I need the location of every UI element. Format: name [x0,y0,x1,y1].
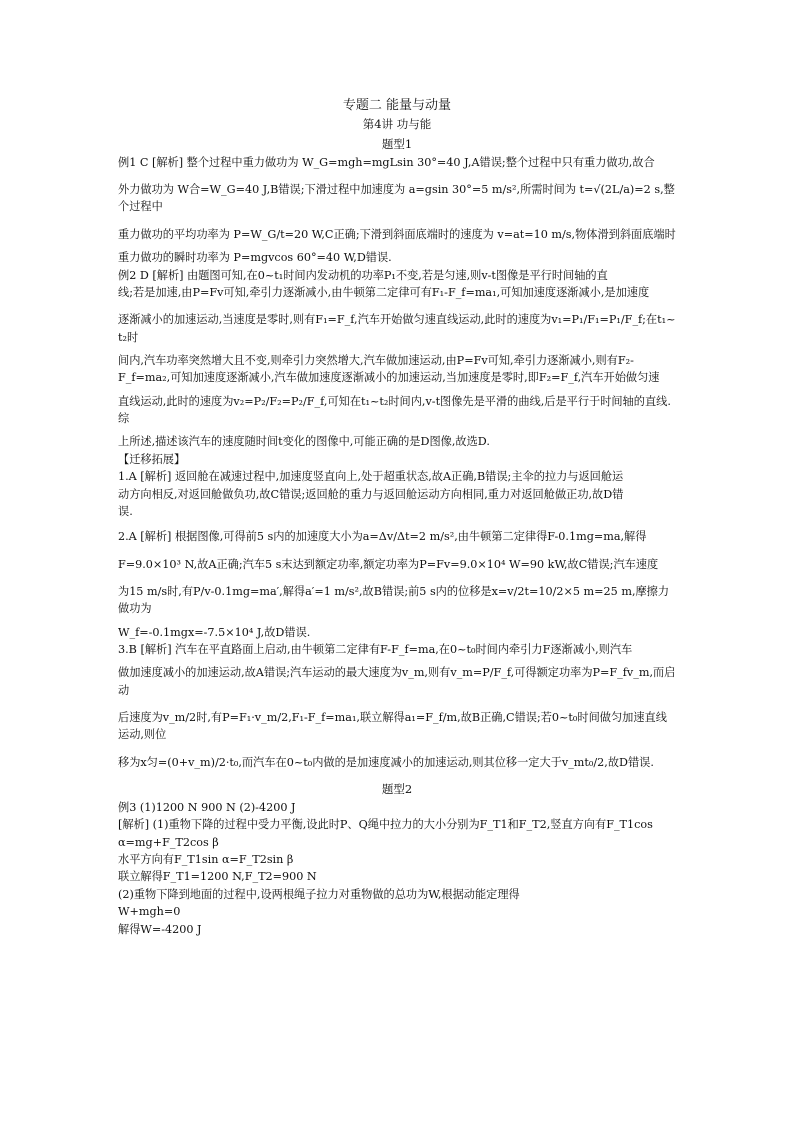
example1-line: 重力做功的平均功率为 P=W_G/t=20 W,C正确;下滑到斜面底端时的速度为 v=at=10 m/s,物体滑到斜面底端时 [118,227,676,241]
example2-line: 间内,汽车功率突然增大且不变,则牵引力突然增大,汽车做加速运动,由P=Fv可知,牵引力逐渐减小,则有F₂- [118,354,634,367]
document-page [118,96,676,938]
example1-line: 外力做功为 W合=W_G=40 J,B错误;下滑过程中加速度为 a=gsin 30°=5 m/s²,所需时间为 t=√(2L/a)=2 s,整个过程中 [118,183,675,214]
ext3-line: 移为x匀=(0+v_m)/2·t₀,而汽车在0~t₀内做的是加速度减小的加速运动,则其位移一定大于v_mt₀/2,故D错误. [118,755,654,769]
example3-line: 解得W=-4200 J [118,922,202,936]
example2-line: 上所述,描述该汽车的速度随时间t变化的图像中,可能正确的是D图像,故选D. [118,435,490,449]
ext3-line: 后速度为v_m/2时,有P=F₁·v_m/2,F₁-F_f=ma₁,联立解得a₁=F_f/m,故B正确,C错误;若0~t₀时间做匀加速直线运动,则位 [118,711,667,742]
example3-block [118,799,676,938]
ext1-line: 误. [118,504,133,518]
ext2-line: 为15 m/s时,有P/v-0.1mg=ma′,解得a′=1 m/s²,故B错误;前5 s内的位移是x=v/2t=10/2×5 m=25 m,摩擦力做功为 [118,584,670,616]
example3-line: [解析] (1)重物下降的过程中受力平衡,设此时P、Q绳中拉力的大小分别为F_T1和F_T2,竖直方向有F_T1cos [118,818,653,832]
example2-block [118,267,676,451]
example3-line: (2)重物下降到地面的过程中,设两根绳子拉力对重物做的总功为W,根据动能定理得 [118,887,520,901]
ext2-line: 2.A [解析] 根据图像,可得前5 s内的加速度大小为a=Δv/Δt=2 m/s²,由牛顿第二定律得F-0.1mg=ma,解得 [118,530,647,544]
ext3-line: 做加速度减小的加速运动,故A错误;汽车运动的最大速度为v_m,则有v_m=P/F_f,可得额定功率为P=F_fv_m,而启动 [118,666,676,697]
ext2-block [118,528,676,641]
ext1-block [118,468,676,520]
lecture-title: 第4讲 功与能 [362,117,432,132]
example2-line: F_f=ma₂,可知加速度逐渐减小,汽车做加速度逐渐减小的加速运动,当加速度是零时,即F₂=F_f,汽车开始做匀速 [118,371,660,385]
ext1-line: 动方向相反,对返回舱做负功,故C错误;返回舱的重力与返回舱运动方向相同,重力对返回舱做正功,故D错 [118,487,624,501]
ext2-line: F=9.0×10³ N,故A正确;汽车5 s末达到额定功率,额定功率为P=Fv=9.0×10⁴ W=90 kW,故C错误;汽车速度 [118,557,659,571]
example1-line: 重力做功的瞬时功率为 P=mgvcos 60°=40 W,D错误. [118,251,392,265]
example3-line: 水平方向有F_T1sin α=F_T2sin β [118,853,294,867]
example2-line: 直线运动,此时的速度为v₂=P₂/F₂=P₂/F_f,可知在t₁~t₂时间内,v-t图像先是平滑的曲线,后是平行于时间轴的直线.综 [118,394,671,426]
type2-title: 题型2 [381,782,413,797]
topic-title: 专题二 能量与动量 [342,98,452,113]
ext2-line: W_f=-0.1mgx=-7.5×10⁴ J,故D错误. [118,625,311,639]
example3-line: W+mgh=0 [118,905,181,919]
ext3-block [118,641,676,771]
extension-title: 【迁移拓展】 [118,452,186,466]
example2-line: 例2 D [解析] 由题图可知,在0~t₁时间内发动机的功率P₁不变,若是匀速,则v-t图像是平行时间轴的直 [118,268,608,282]
ext1-line: 1.A [解析] 返回舱在减速过程中,加速度竖直向上,处于超重状态,故A正确,B错误;主伞的拉力与返回舱运 [118,470,624,484]
ext3-line: 3.B [解析] 汽车在平直路面上启动,由牛顿第二定律有F-F_f=ma,在0~t₀时间内牵引力F逐渐减小,则汽车 [118,643,633,657]
example2-line: 线;若是加速,由P=Fv可知,牵引力逐渐减小,由牛顿第二定律可有F₁-F_f=ma₁,可知加速度逐渐减小,是加速度 [118,285,650,299]
type1-title: 题型1 [381,136,413,151]
example3-line: 例3 (1)1200 N 900 N (2)-4200 J [118,801,296,814]
example3-line: 联立解得F_T1=1200 N,F_T2=900 N [118,870,317,884]
example1-block [118,154,676,267]
example1-line: 例1 C [解析] 整个过程中重力做功为 W_G=mgh=mgLsin 30°=40 J,A错误;整个过程中只有重力做功,故合 [118,155,655,169]
example3-line: α=mg+F_T2cos β [118,835,219,849]
example2-line: 逐渐减小的加速运动,当速度是零时,则有F₁=F_f,汽车开始做匀速直线运动,此时的速度为v₁=P₁/F₁=P₁/F_f;在t₁~t₂时 [118,313,676,344]
